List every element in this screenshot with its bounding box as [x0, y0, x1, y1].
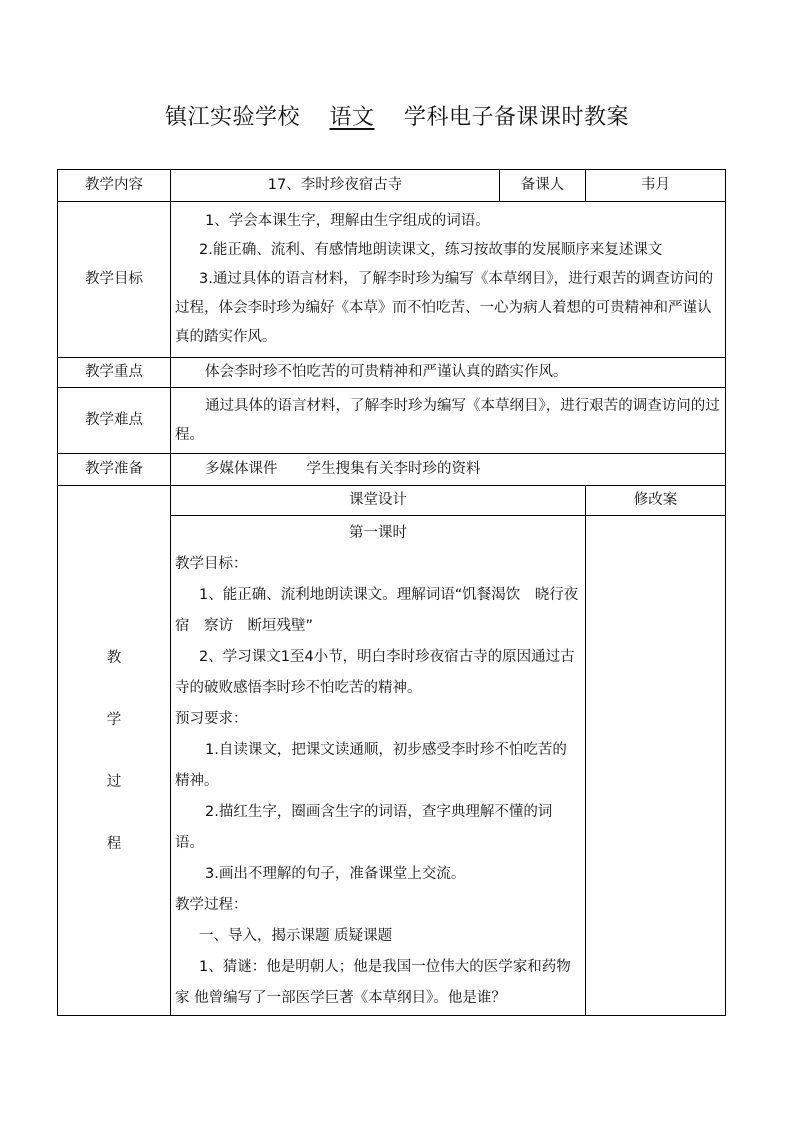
preview-heading: 预习要求： — [175, 710, 248, 727]
subject-name: 语文 — [329, 105, 375, 130]
goal-item-1: 1、学会本课生字，理解由生字组成的词语。 — [205, 213, 490, 229]
process-label-char: 过 — [106, 773, 122, 790]
lesson-plan-table — [57, 169, 726, 1016]
school-name: 镇江实验学校 — [164, 105, 300, 130]
goals-row — [58, 202, 726, 358]
process-label — [58, 486, 171, 1016]
process-label-char: 程 — [106, 835, 122, 852]
lesson-goals-heading: 教学目标： — [175, 555, 248, 572]
design-header: 课堂设计 — [171, 486, 586, 516]
difficulty-text: 通过具体的语言材料，了解李时珍为编写《本草纲目》，进行艰苦的调查访问的过程。 — [171, 388, 726, 454]
design-content — [171, 516, 586, 1016]
content-label: 教学内容 — [58, 170, 171, 202]
key-point-row — [58, 358, 726, 388]
preparer-name: 韦月 — [586, 170, 726, 202]
difficulty-row — [58, 388, 726, 454]
edit-header: 修改案 — [586, 486, 726, 516]
difficulty-label: 教学难点 — [58, 388, 171, 454]
process-label-char: 学 — [106, 711, 122, 728]
preparation-row — [58, 454, 726, 486]
step-1-heading: 一、导入，揭示课题 质疑课题 — [199, 927, 393, 944]
document-title — [0, 100, 794, 131]
edit-content — [586, 516, 726, 1016]
preparer-label: 备课人 — [500, 170, 586, 202]
key-point-text: 体会李时珍不怕吃苦的可贵精神和严谨认真的踏实作风。 — [171, 358, 726, 388]
process-header-row — [58, 486, 726, 516]
preparation-text: 多媒体课件 学生搜集有关李时珍的资料 — [171, 454, 726, 486]
lesson-title: 17、李时珍夜宿古寺 — [171, 170, 500, 202]
preparation-label: 教学准备 — [58, 454, 171, 486]
preview-item-2: 2.描红生字，圈画含生字的词语，查字典理解不懂的词语。 — [175, 803, 553, 851]
title-suffix: 学科电子备课课时教案 — [404, 105, 630, 130]
process-heading: 教学过程： — [175, 896, 248, 913]
content-row — [58, 170, 726, 202]
lesson-goal-2: 2、学习课文1至4小节，明白李时珍夜宿古寺的原因通过古寺的破败感悟李时珍不怕吃苦的精神。 — [175, 648, 575, 696]
preview-item-3: 3.画出不理解的句子，准备课堂上交流。 — [205, 865, 466, 882]
key-point-label: 教学重点 — [58, 358, 171, 388]
session-title: 第一课时 — [349, 524, 407, 541]
goals-label: 教学目标 — [58, 202, 171, 358]
goals-content — [171, 202, 726, 358]
step-1-riddle: 1、猜谜：他是明朝人；他是我国一位伟大的医学家和药物家 他曾编写了一部医学巨著《本草纲目》。他是谁？ — [175, 958, 571, 1006]
lesson-goal-1: 1、能正确、流利地朗读课文。理解词语“饥餐渴饮 晓行夜宿 察访 断垣残壁” — [175, 586, 579, 634]
goal-item-3: 3.通过具体的语言材料，了解李时珍为编写《本草纲目》，进行艰苦的调查访问的过程，体会李时珍为编好《本草》而不怕吃苦、一心为病人着想的可贵精神和严谨认真的踏实作风。 — [175, 271, 714, 345]
process-label-char: 教 — [106, 649, 122, 666]
preview-item-1: 1.自读课文，把课文读通顺，初步感受李时珍不怕吃苦的精神。 — [175, 741, 567, 789]
goal-item-2: 2.能正确、流利、有感情地朗读课文，练习按故事的发展顺序来复述课文 — [199, 242, 663, 258]
